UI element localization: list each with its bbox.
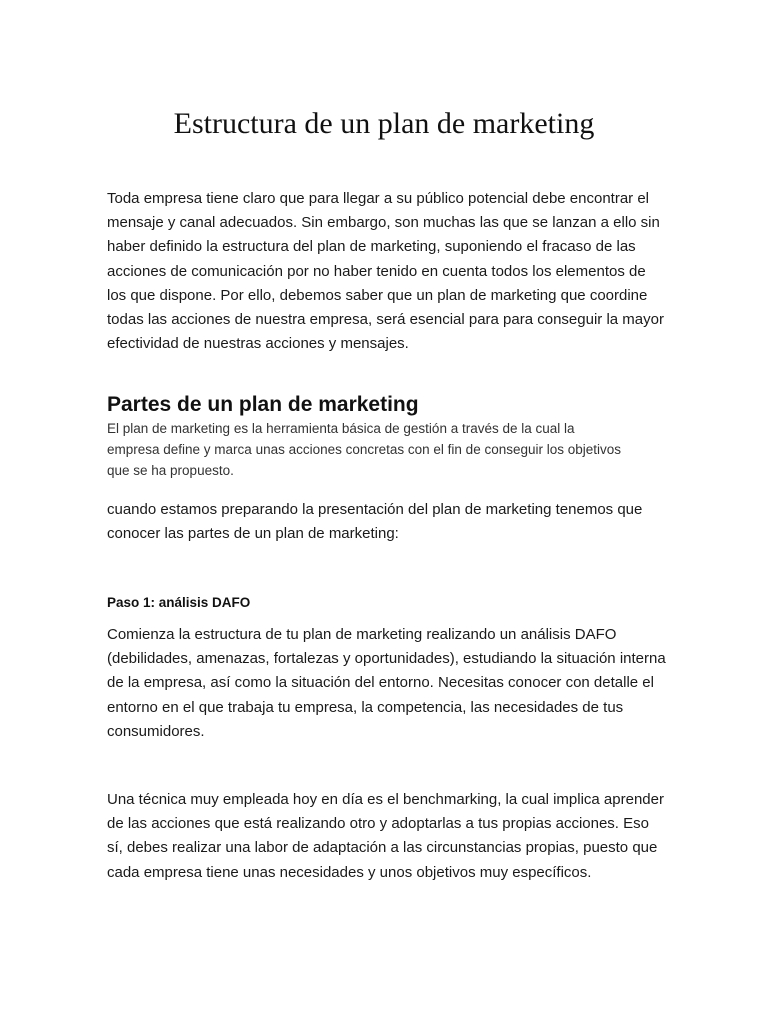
step1-heading: Paso 1: análisis DAFO: [107, 595, 251, 610]
section-heading: Partes de un plan de marketing: [107, 393, 419, 416]
benchmarking-paragraph: Una técnica muy empleada hoy en día es el benchmarking, la cual implica aprender de las acciones que está realizando otro y adoptarlas a tus propias acciones. Eso sí, debes realizar una labor de adaptación a las circunstancias propias, puesto que cada empresa tiene unas necesidades y unos objetivos muy específicos.: [107, 791, 664, 881]
document-title: Estructura de un plan de marketing: [173, 107, 595, 140]
step1-body-paragraph: Comienza la estructura de tu plan de marketing realizando un análisis DAFO (debilidades, amenazas, fortalezas y oportunidades), estudiando la situación interna de la empresa, así como la situación del entorno. Necesitas conocer con detalle el entorno en el que trabaja tu empresa, la competencia, las necesidades de tus consumidores.: [107, 626, 666, 740]
definition-paragraph: El plan de marketing es la herramienta básica de gestión a través de la cual la empresa define y marca unas acciones concretas con el fin de conseguir los objetivos que se ha propuesto.: [107, 421, 622, 478]
lead-paragraph: cuando estamos preparando la presentación del plan de marketing tenemos que conocer las partes de un plan de marketing:: [107, 501, 643, 543]
intro-paragraph: Toda empresa tiene claro que para llegar a su público potencial debe encontrar el mensaje y canal adecuados. Sin embargo, son muchas las que se lanzan a ello sin haber definido la estructura del plan de marketing, suponiendo el fracaso de las acciones de comunicación por no haber tenido en cuenta todos los elementos de los que dispone. Por ello, debemos saber que un plan de marketing que coordine todas las acciones de nuestra empresa, será esencial para para conseguir la mayor efectividad de nuestras acciones y mensajes.: [107, 190, 664, 353]
